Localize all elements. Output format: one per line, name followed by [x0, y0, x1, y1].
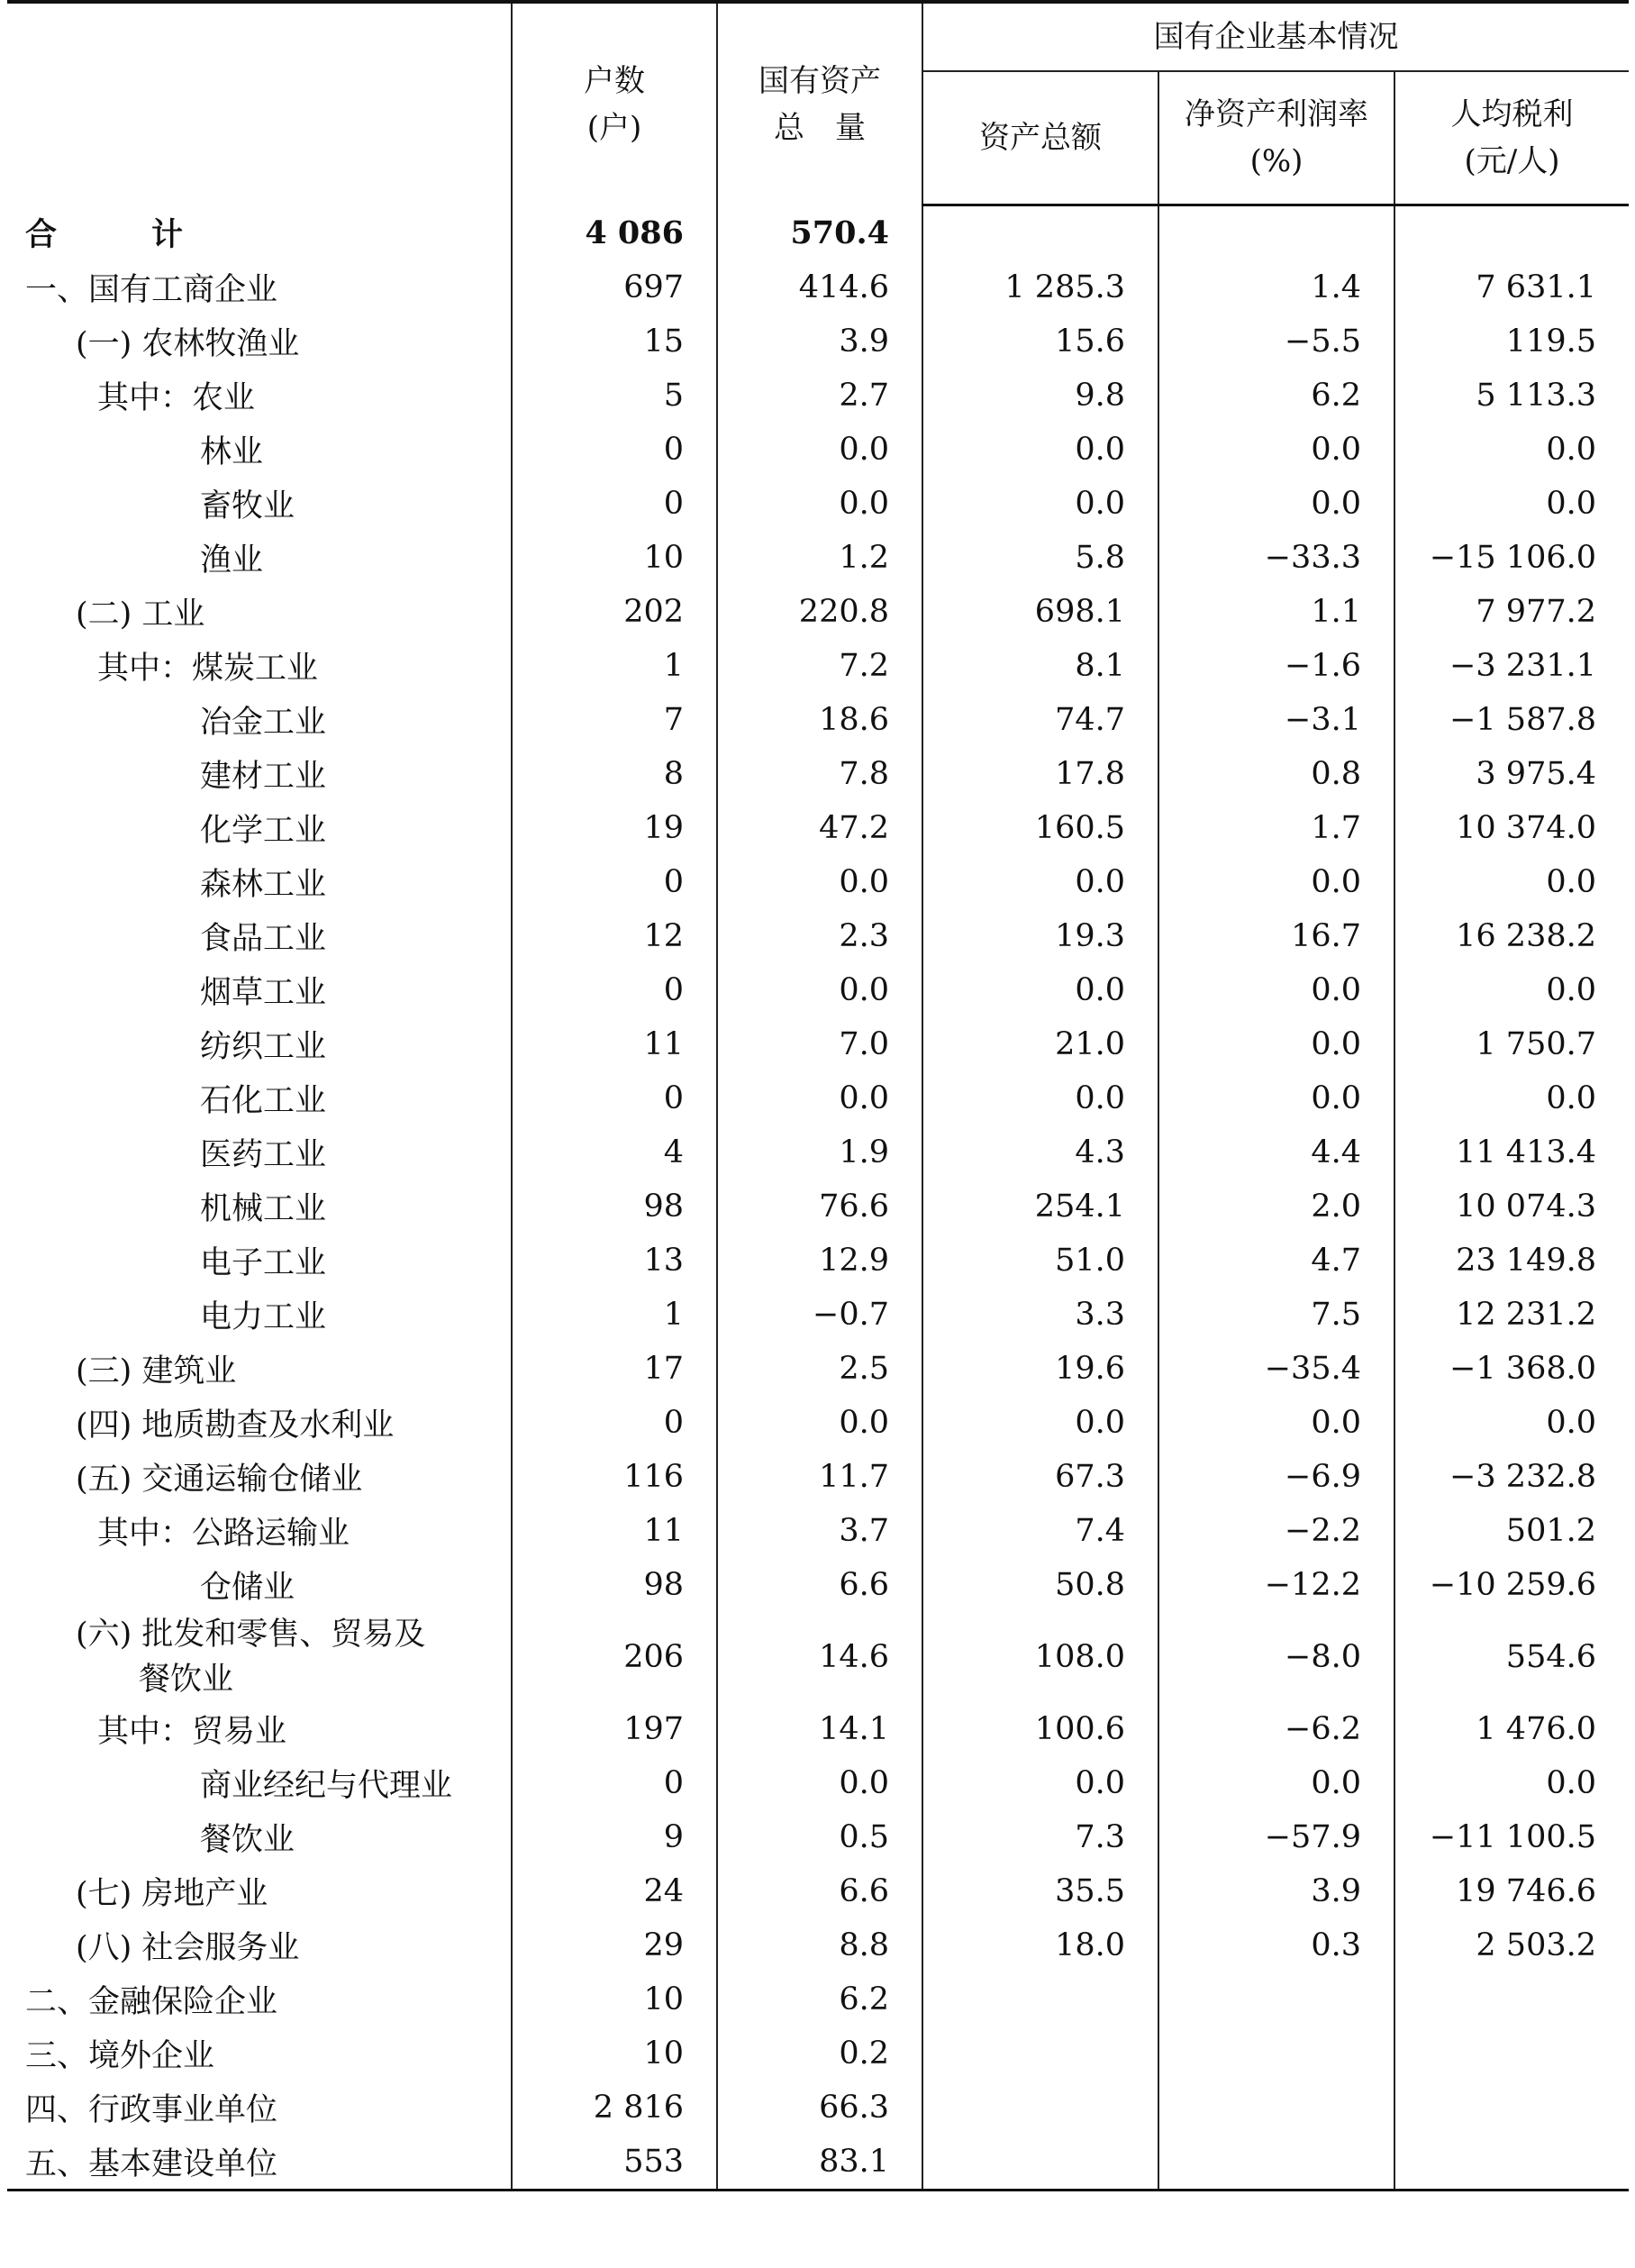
tax-per-capita-cell: −11 100.5 — [1394, 1810, 1629, 1864]
table-row — [7, 855, 1629, 909]
table-row — [7, 531, 1629, 585]
households-cell: 19 — [512, 801, 717, 855]
state-assets-cell: 2.3 — [717, 909, 922, 963]
table-row — [7, 423, 1629, 477]
table-row — [7, 1288, 1629, 1342]
table-row — [7, 1810, 1629, 1864]
row-label: (五) 交通运输仓储业 — [76, 1462, 363, 1498]
row-label: 烟草工业 — [200, 975, 327, 1011]
row-label: 五、基本建设单位 — [7, 2135, 512, 2191]
state-assets-cell: 6.2 — [717, 1972, 922, 2027]
table-header — [7, 2, 1629, 205]
row-label: 石化工业 — [200, 1083, 327, 1119]
roe-cell: 4.7 — [1158, 1234, 1394, 1288]
roe-cell: 0.0 — [1158, 963, 1394, 1017]
state-assets-cell: 2.5 — [717, 1342, 922, 1396]
total-assets-cell: 160.5 — [922, 801, 1158, 855]
state-assets-cell: 7.0 — [717, 1017, 922, 1071]
state-assets-cell: 2.7 — [717, 369, 922, 423]
table-row — [7, 1918, 1629, 1972]
row-label: 医药工业 — [200, 1137, 327, 1173]
state-assets-cell: 0.0 — [717, 477, 922, 531]
row-label: 合 计 — [25, 216, 184, 254]
tax-per-capita-cell: −1 368.0 — [1394, 1342, 1629, 1396]
row-label: 商业经纪与代理业 — [200, 1768, 453, 1804]
tax-per-capita-cell — [1394, 1972, 1629, 2027]
tax-per-capita-cell — [1394, 2027, 1629, 2081]
table-row — [7, 1972, 1629, 2027]
row-label: 其中：煤炭工业 — [97, 651, 319, 687]
households-cell: 11 — [512, 1504, 717, 1558]
tax-per-capita-cell: 19 746.6 — [1394, 1864, 1629, 1918]
roe-cell: 0.0 — [1158, 1756, 1394, 1810]
total-assets-cell: 0.0 — [922, 963, 1158, 1017]
state-assets-cell: 47.2 — [717, 801, 922, 855]
households-cell: 29 — [512, 1918, 717, 1972]
table-row — [7, 1234, 1629, 1288]
total-assets-cell: 9.8 — [922, 369, 1158, 423]
roe-cell: −12.2 — [1158, 1558, 1394, 1612]
table-row — [7, 2135, 1629, 2191]
tax-per-capita-cell: 7 631.1 — [1394, 260, 1629, 314]
total-assets-cell: 15.6 — [922, 314, 1158, 369]
table-row — [7, 2081, 1629, 2135]
tax-per-capita-cell: −3 232.8 — [1394, 1450, 1629, 1504]
table-row — [7, 369, 1629, 423]
table-row — [7, 314, 1629, 369]
roe-cell: 3.9 — [1158, 1864, 1394, 1918]
roe-cell: −33.3 — [1158, 531, 1394, 585]
households-cell: 553 — [512, 2135, 717, 2191]
households-cell: 0 — [512, 477, 717, 531]
tax-per-capita-cell: 0.0 — [1394, 477, 1629, 531]
roe-cell: 0.0 — [1158, 1071, 1394, 1125]
table-row — [7, 1864, 1629, 1918]
households-cell: 0 — [512, 855, 717, 909]
roe-cell: −2.2 — [1158, 1504, 1394, 1558]
row-label: 二、金融保险企业 — [25, 1984, 278, 2020]
tax-per-capita-cell: 10 074.3 — [1394, 1180, 1629, 1234]
roe-cell: −1.6 — [1158, 639, 1394, 693]
roe-cell: 6.2 — [1158, 369, 1394, 423]
total-assets-cell — [922, 205, 1158, 261]
row-label: (六) 批发和零售、贸易及 餐饮业 — [76, 1617, 426, 1698]
roe-cell: 7.5 — [1158, 1288, 1394, 1342]
state-assets-cell: 0.5 — [717, 1810, 922, 1864]
total-assets-cell: 0.0 — [922, 855, 1158, 909]
table-row — [7, 585, 1629, 639]
roe-cell — [1158, 1972, 1394, 2027]
households-cell: 0 — [512, 1071, 717, 1125]
tax-per-capita-cell: 16 238.2 — [1394, 909, 1629, 963]
tax-per-capita-cell: 0.0 — [1394, 1396, 1629, 1450]
tax-per-capita-cell: 11 413.4 — [1394, 1125, 1629, 1180]
table-row — [7, 1504, 1629, 1558]
tax-per-capita-cell: −10 259.6 — [1394, 1558, 1629, 1612]
row-label: (七) 房地产业 — [76, 1876, 268, 1912]
row-label: 林业 — [200, 434, 264, 470]
row-label: 食品工业 — [200, 921, 327, 957]
state-assets-cell: 0.2 — [717, 2027, 922, 2081]
table-row — [7, 1756, 1629, 1810]
total-assets-cell: 0.0 — [922, 1756, 1158, 1810]
total-assets-cell: 74.7 — [922, 693, 1158, 747]
total-assets-cell: 1 285.3 — [922, 260, 1158, 314]
table-row — [7, 909, 1629, 963]
table-row — [7, 260, 1629, 314]
households-cell: 197 — [512, 1702, 717, 1756]
header-group-title: 国有企业基本情况 — [922, 2, 1629, 71]
households-cell: 10 — [512, 1972, 717, 2027]
table-row — [7, 747, 1629, 801]
roe-cell: 2.0 — [1158, 1180, 1394, 1234]
row-label: 畜牧业 — [200, 488, 295, 524]
tax-per-capita-cell: −1 587.8 — [1394, 693, 1629, 747]
row-label: 建材工业 — [200, 759, 327, 795]
households-cell: 9 — [512, 1810, 717, 1864]
state-assets-cell: 6.6 — [717, 1864, 922, 1918]
tax-per-capita-cell: 0.0 — [1394, 855, 1629, 909]
roe-cell: 16.7 — [1158, 909, 1394, 963]
roe-cell — [1158, 2027, 1394, 2081]
total-assets-cell: 21.0 — [922, 1017, 1158, 1071]
row-label: (一) 农林牧渔业 — [76, 326, 300, 362]
total-assets-cell: 698.1 — [922, 585, 1158, 639]
row-label: (四) 地质勘查及水利业 — [76, 1407, 395, 1444]
state-assets-cell: 0.0 — [717, 1071, 922, 1125]
households-cell: 206 — [512, 1612, 717, 1702]
households-cell: 24 — [512, 1864, 717, 1918]
tax-per-capita-cell: 0.0 — [1394, 1071, 1629, 1125]
roe-cell: 0.3 — [1158, 1918, 1394, 1972]
row-label: (二) 工业 — [76, 597, 205, 633]
roe-cell: −35.4 — [1158, 1342, 1394, 1396]
total-assets-cell: 0.0 — [922, 1396, 1158, 1450]
tax-per-capita-cell: 1 476.0 — [1394, 1702, 1629, 1756]
tax-per-capita-cell — [1394, 2081, 1629, 2135]
tax-per-capita-cell — [1394, 205, 1629, 261]
total-assets-cell: 254.1 — [922, 1180, 1158, 1234]
header-households: 户数 (户) — [512, 2, 717, 205]
total-assets-cell: 0.0 — [922, 1071, 1158, 1125]
state-assets-cell: 8.8 — [717, 1918, 922, 1972]
tax-per-capita-cell: 1 750.7 — [1394, 1017, 1629, 1071]
state-assets-cell: 0.0 — [717, 1396, 922, 1450]
table-row — [7, 477, 1629, 531]
row-label: 其中：农业 — [97, 380, 256, 416]
row-label: 冶金工业 — [200, 705, 327, 741]
total-assets-cell: 100.6 — [922, 1702, 1158, 1756]
row-label: (三) 建筑业 — [76, 1353, 237, 1389]
total-assets-cell: 4.3 — [922, 1125, 1158, 1180]
roe-cell: 1.4 — [1158, 260, 1394, 314]
row-label: 四、行政事业单位 — [25, 2092, 278, 2128]
state-assets-cell: 11.7 — [717, 1450, 922, 1504]
state-assets-cell: 18.6 — [717, 693, 922, 747]
state-assets-cell: 1.9 — [717, 1125, 922, 1180]
tax-per-capita-cell: 554.6 — [1394, 1612, 1629, 1702]
tax-per-capita-cell: 3 975.4 — [1394, 747, 1629, 801]
tax-per-capita-cell: −3 231.1 — [1394, 639, 1629, 693]
state-enterprise-table — [7, 0, 1629, 2191]
tax-per-capita-cell: 119.5 — [1394, 314, 1629, 369]
roe-cell: −6.9 — [1158, 1450, 1394, 1504]
table-row — [7, 1125, 1629, 1180]
state-assets-cell: 0.0 — [717, 423, 922, 477]
roe-cell: 0.0 — [1158, 477, 1394, 531]
row-label: 机械工业 — [200, 1191, 327, 1227]
state-assets-cell: 6.6 — [717, 1558, 922, 1612]
households-cell: 1 — [512, 639, 717, 693]
households-cell: 0 — [512, 1396, 717, 1450]
roe-cell: −57.9 — [1158, 1810, 1394, 1864]
header-tax-per-capita: 人均税利 (元/人) — [1394, 71, 1629, 205]
total-assets-cell: 35.5 — [922, 1864, 1158, 1918]
total-assets-cell — [922, 2027, 1158, 2081]
header-roe: 净资产利润率 (%) — [1158, 71, 1394, 205]
roe-cell — [1158, 2081, 1394, 2135]
total-assets-cell: 5.8 — [922, 531, 1158, 585]
row-label: 一、国有工商企业 — [25, 272, 278, 308]
roe-cell — [1158, 2135, 1394, 2191]
households-cell: 4 — [512, 1125, 717, 1180]
roe-cell: 0.0 — [1158, 855, 1394, 909]
row-label: 渔业 — [200, 542, 264, 578]
roe-cell: −3.1 — [1158, 693, 1394, 747]
state-assets-cell: −0.7 — [717, 1288, 922, 1342]
total-assets-cell: 18.0 — [922, 1918, 1158, 1972]
state-assets-cell: 414.6 — [717, 260, 922, 314]
state-assets-cell: 1.2 — [717, 531, 922, 585]
households-cell: 10 — [512, 2027, 717, 2081]
households-cell: 1 — [512, 1288, 717, 1342]
row-label: 森林工业 — [200, 867, 327, 903]
total-assets-cell — [922, 2135, 1158, 2191]
households-cell: 98 — [512, 1558, 717, 1612]
roe-cell: 0.0 — [1158, 423, 1394, 477]
state-assets-cell: 12.9 — [717, 1234, 922, 1288]
state-assets-cell: 7.2 — [717, 639, 922, 693]
tax-per-capita-cell: 23 149.8 — [1394, 1234, 1629, 1288]
state-assets-cell: 7.8 — [717, 747, 922, 801]
households-cell: 697 — [512, 260, 717, 314]
row-label: 仓储业 — [200, 1570, 295, 1606]
total-assets-cell: 8.1 — [922, 639, 1158, 693]
table-row — [7, 1071, 1629, 1125]
households-cell: 116 — [512, 1450, 717, 1504]
tax-per-capita-cell: 5 113.3 — [1394, 369, 1629, 423]
total-assets-cell: 7.4 — [922, 1504, 1158, 1558]
row-label: 纺织工业 — [200, 1029, 327, 1065]
households-cell: 13 — [512, 1234, 717, 1288]
roe-cell: 0.0 — [1158, 1017, 1394, 1071]
row-label: 餐饮业 — [200, 1822, 295, 1858]
households-cell: 17 — [512, 1342, 717, 1396]
households-cell: 4 086 — [512, 205, 717, 261]
tax-per-capita-cell — [1394, 2135, 1629, 2191]
roe-cell: 0.0 — [1158, 1396, 1394, 1450]
tax-per-capita-cell: 0.0 — [1394, 1756, 1629, 1810]
total-assets-cell: 7.3 — [922, 1810, 1158, 1864]
table-row — [7, 963, 1629, 1017]
tax-per-capita-cell: 0.0 — [1394, 963, 1629, 1017]
tax-per-capita-cell: 501.2 — [1394, 1504, 1629, 1558]
state-assets-cell: 0.0 — [717, 855, 922, 909]
households-cell: 0 — [512, 963, 717, 1017]
header-category-cell — [7, 2, 512, 205]
row-label: 电子工业 — [200, 1245, 327, 1281]
households-cell: 2 816 — [512, 2081, 717, 2135]
total-assets-cell: 3.3 — [922, 1288, 1158, 1342]
table-row — [7, 1702, 1629, 1756]
roe-cell — [1158, 205, 1394, 261]
row-label: 三、境外企业 — [25, 2038, 215, 2074]
state-assets-cell: 66.3 — [717, 2081, 922, 2135]
row-label: 电力工业 — [200, 1299, 327, 1335]
header-total-assets: 资产总额 — [922, 71, 1158, 205]
table-row — [7, 2027, 1629, 2081]
table-row — [7, 693, 1629, 747]
row-label: 其中：贸易业 — [97, 1714, 287, 1750]
total-assets-cell: 51.0 — [922, 1234, 1158, 1288]
total-assets-cell — [922, 1972, 1158, 2027]
row-label: (八) 社会服务业 — [76, 1930, 300, 1966]
table-row — [7, 1017, 1629, 1071]
state-assets-cell: 14.6 — [717, 1612, 922, 1702]
table-row — [7, 801, 1629, 855]
table-row — [7, 1612, 1629, 1702]
households-cell: 0 — [512, 1756, 717, 1810]
roe-cell: −6.2 — [1158, 1702, 1394, 1756]
households-cell: 0 — [512, 423, 717, 477]
households-cell: 8 — [512, 747, 717, 801]
state-assets-cell: 3.7 — [717, 1504, 922, 1558]
tax-per-capita-cell: 12 231.2 — [1394, 1288, 1629, 1342]
row-label: 其中：公路运输业 — [97, 1516, 350, 1552]
total-assets-cell: 19.3 — [922, 909, 1158, 963]
households-cell: 7 — [512, 693, 717, 747]
table-body — [7, 205, 1629, 2191]
roe-cell: 1.7 — [1158, 801, 1394, 855]
total-assets-cell: 50.8 — [922, 1558, 1158, 1612]
total-assets-cell — [922, 2081, 1158, 2135]
total-assets-cell: 108.0 — [922, 1612, 1158, 1702]
total-assets-cell: 19.6 — [922, 1342, 1158, 1396]
roe-cell: −8.0 — [1158, 1612, 1394, 1702]
tax-per-capita-cell: 10 374.0 — [1394, 801, 1629, 855]
state-assets-cell: 76.6 — [717, 1180, 922, 1234]
tax-per-capita-cell: 7 977.2 — [1394, 585, 1629, 639]
roe-cell: 4.4 — [1158, 1125, 1394, 1180]
households-cell: 12 — [512, 909, 717, 963]
roe-cell: −5.5 — [1158, 314, 1394, 369]
roe-cell: 0.8 — [1158, 747, 1394, 801]
roe-cell: 1.1 — [1158, 585, 1394, 639]
total-assets-cell: 0.0 — [922, 423, 1158, 477]
total-assets-cell: 17.8 — [922, 747, 1158, 801]
table-row — [7, 1180, 1629, 1234]
state-assets-cell: 0.0 — [717, 963, 922, 1017]
households-cell: 202 — [512, 585, 717, 639]
row-label: 化学工业 — [200, 813, 327, 849]
state-assets-cell: 14.1 — [717, 1702, 922, 1756]
households-cell: 15 — [512, 314, 717, 369]
households-cell: 5 — [512, 369, 717, 423]
households-cell: 10 — [512, 531, 717, 585]
table-row — [7, 1342, 1629, 1396]
table-row — [7, 639, 1629, 693]
households-cell: 11 — [512, 1017, 717, 1071]
state-assets-cell: 220.8 — [717, 585, 922, 639]
header-state-assets: 国有资产 总 量 — [717, 2, 922, 205]
statistics-table-sheet — [7, 0, 1629, 2191]
households-cell: 98 — [512, 1180, 717, 1234]
state-assets-cell: 3.9 — [717, 314, 922, 369]
table-row — [7, 1450, 1629, 1504]
tax-per-capita-cell: 2 503.2 — [1394, 1918, 1629, 1972]
table-row — [7, 1396, 1629, 1450]
state-assets-cell: 570.4 — [717, 205, 922, 261]
total-assets-cell: 67.3 — [922, 1450, 1158, 1504]
tax-per-capita-cell: −15 106.0 — [1394, 531, 1629, 585]
state-assets-cell: 0.0 — [717, 1756, 922, 1810]
state-assets-cell: 83.1 — [717, 2135, 922, 2191]
table-row — [7, 205, 1629, 261]
tax-per-capita-cell: 0.0 — [1394, 423, 1629, 477]
table-row — [7, 1558, 1629, 1612]
total-assets-cell: 0.0 — [922, 477, 1158, 531]
